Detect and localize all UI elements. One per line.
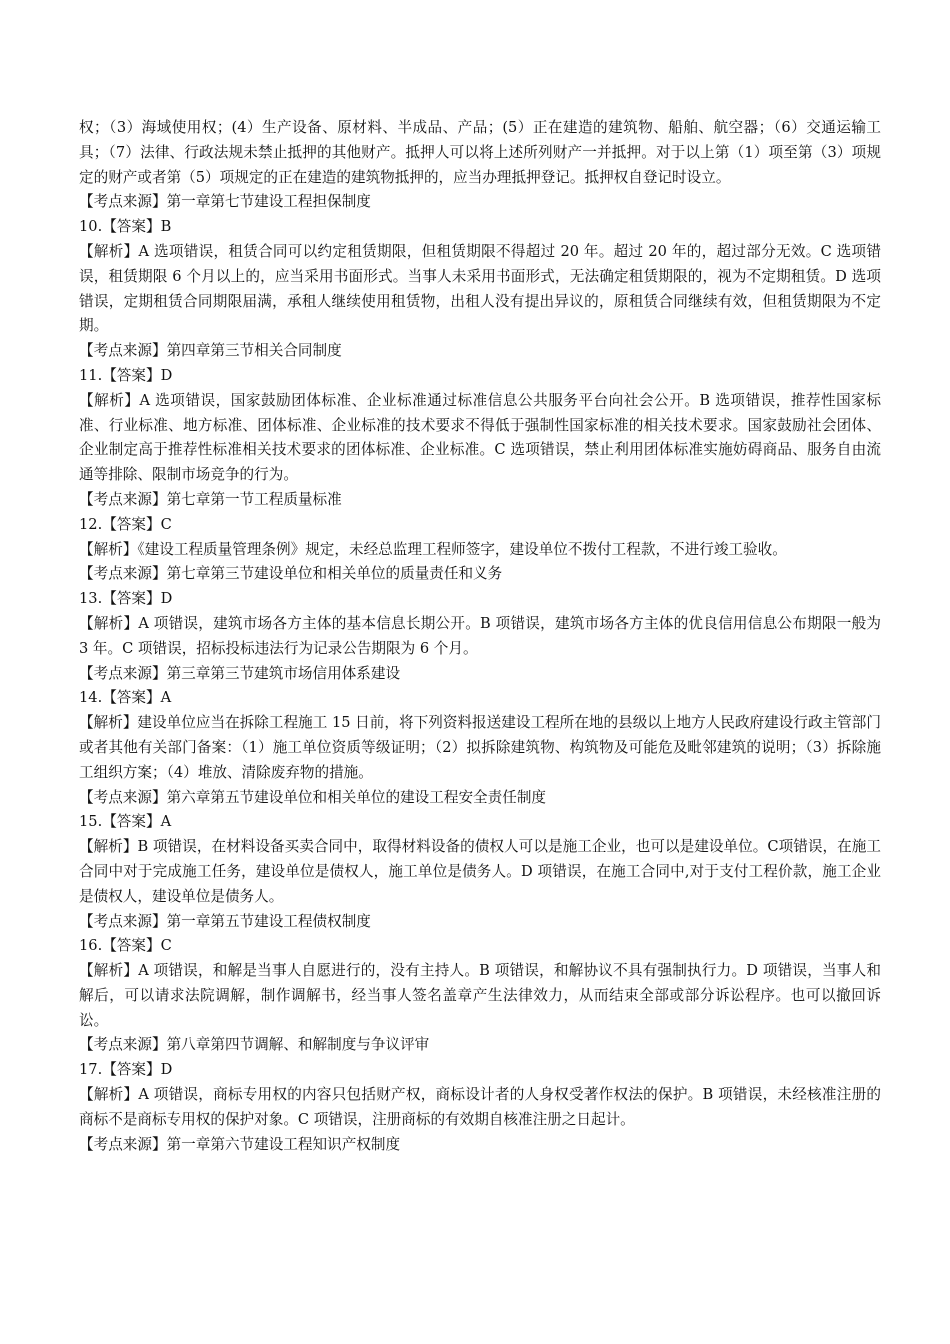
source-line: 【考点来源】第六章第五节建设单位和相关单位的建设工程安全责任制度	[79, 788, 547, 806]
answer-line: 10.【答案】B	[79, 218, 172, 236]
analysis-paragraph: 【解析】A 选项错误，国家鼓励团体标准、企业标准通过标准信息公共服务平台向社会公开。B 选项错误，推荐性国家标准、行业标准、地方标准、团体标准、企业标准的技术要求不得低于强制性国家标准的相关技术要求。国家鼓励社会团体、企业制定高于推荐性标准相关技术要求的团体标准、企业标准。C 选项错误，禁止利用团体标准实施妨碍商品、服务自由流通等排除、限制市场竞争的行为。	[79, 391, 881, 484]
analysis-paragraph: 【解析】建设单位应当在拆除工程施工 15 日前，将下列资料报送建设工程所在地的县级以上地方人民政府建设行政主管部门或者其他有关部门备案：（1）施工单位资质等级证明；（2）拟拆除建筑物、构筑物及可能危及毗邻建筑的说明；（3）拆除施工组织方案；（4）堆放、清除废弃物的措施。	[79, 714, 881, 781]
question-11	[79, 364, 881, 513]
analysis-paragraph: 【解析】B 项错误，在材料设备买卖合同中，取得材料设备的债权人可以是施工企业，也可以是建设单位。C项错误，在施工合同中对于完成施工任务，建设单位是债权人，施工单位是债务人。D 项错误，在施工合同中,对于支付工程价款，施工企业是债权人，建设单位是债务人。	[79, 838, 881, 905]
intro-source: 【考点来源】第一章第七节建设工程担保制度	[79, 193, 371, 211]
question-16	[79, 934, 881, 1058]
question-17	[79, 1058, 881, 1157]
analysis-paragraph: 【解析】A 项错误，建筑市场各方主体的基本信息长期公开。B 项错误，建筑市场各方主体的优良信用信息公布期限一般为 3 年。C 项错误，招标投标违法行为记录公告期限为 6 个月。	[79, 614, 881, 657]
answer-line: 16.【答案】C	[79, 937, 172, 955]
question-15	[79, 810, 881, 934]
answer-line: 13.【答案】D	[79, 590, 173, 608]
intro-paragraph: 权；（3）海域使用权；(4）生产设备、原材料、半成品、产品；(5）正在建造的建筑物、船舶、航空器；（6）交通运输工具；（7）法律、行政法规未禁止抵押的其他财产。抵押人可以将上述所列财产一并抵押。对于以上第（1）项至第（3）项规定的财产或者第（5）项规定的正在建造的建筑物抵押的，应当办理抵押登记。抵押权自登记时设立。	[79, 119, 881, 186]
analysis-paragraph: 【解析】A 选项错误，租赁合同可以约定租赁期限，但租赁期限不得超过 20 年。超过 20 年的，超过部分无效。C 选项错误，租赁期限 6 个月以上的，应当采用书面形式。当事人未采用书面形式，无法确定租赁期限的，视为不定期租赁。D 选项错误，定期租赁合同期限届满，承租人继续使用租赁物，出租人没有提出异议的，原租赁合同继续有效，但租赁期限为不定期。	[79, 242, 881, 335]
source-line: 【考点来源】第八章第四节调解、和解制度与争议评审	[79, 1036, 430, 1054]
source-line: 【考点来源】第四章第三节相关合同制度	[79, 342, 342, 360]
answer-line: 15.【答案】A	[79, 813, 172, 831]
question-13	[79, 587, 881, 686]
question-12	[79, 513, 881, 587]
analysis-paragraph: 【解析】《建设工程质量管理条例》规定，未经总监理工程师签字，建设单位不拨付工程款，不进行竣工验收。	[79, 540, 787, 558]
answer-line: 12.【答案】C	[79, 515, 172, 533]
question-14	[79, 686, 881, 810]
source-line: 【考点来源】第七章第一节工程质量标准	[79, 490, 342, 508]
answer-line: 17.【答案】D	[79, 1061, 173, 1079]
source-line: 【考点来源】第一章第六节建设工程知识产权制度	[79, 1135, 401, 1153]
source-line: 【考点来源】第七章第三节建设单位和相关单位的质量责任和义务	[79, 565, 503, 583]
source-line: 【考点来源】第三章第三节建筑市场信用体系建设	[79, 664, 401, 682]
document-page	[79, 116, 881, 1157]
question-10	[79, 215, 881, 364]
analysis-paragraph: 【解析】A 项错误，和解是当事人自愿进行的，没有主持人。B 项错误，和解协议不具有强制执行力。D 项错误，当事人和解后，可以请求法院调解，制作调解书，经当事人签名盖章产生法律效力，从而结束全部或部分诉讼程序。也可以撤回诉讼。	[79, 962, 881, 1029]
answer-line: 14.【答案】A	[79, 689, 172, 707]
analysis-paragraph: 【解析】A 项错误，商标专用权的内容只包括财产权，商标设计者的人身权受著作权法的保护。B 项错误，未经核准注册的商标不是商标专用权的保护对象。C 项错误，注册商标的有效期自核准注册之日起计。	[79, 1086, 881, 1128]
source-line: 【考点来源】第一章第五节建设工程债权制度	[79, 912, 371, 930]
answer-line: 11.【答案】D	[79, 366, 173, 384]
